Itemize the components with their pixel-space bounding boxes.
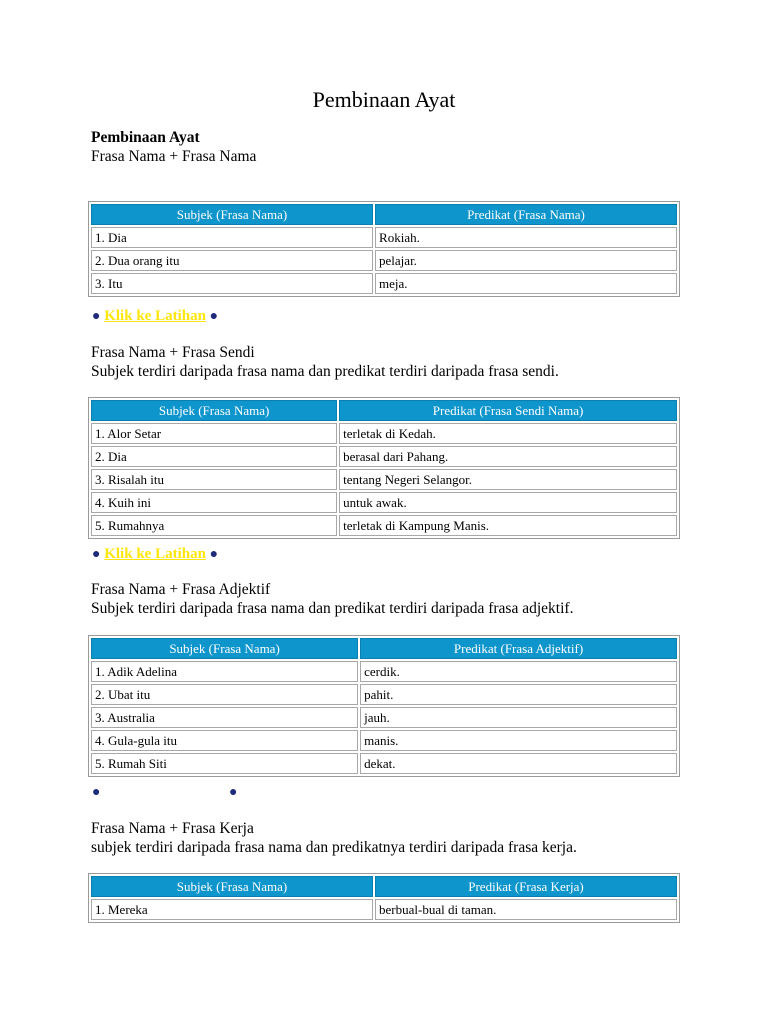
bullet-icon: ● xyxy=(92,309,101,324)
subjek-cell: 3. Australia xyxy=(91,707,358,728)
table-row xyxy=(91,423,677,444)
table-row xyxy=(91,730,677,751)
column-header-subjek: Subjek (Frasa Nama) xyxy=(91,204,373,225)
bullet-icon: ● xyxy=(92,785,101,800)
column-header-subjek: Subjek (Frasa Nama) xyxy=(91,876,373,897)
table-header-row xyxy=(91,638,677,659)
table-row xyxy=(91,273,677,294)
subjek-cell: 5. Rumah Siti xyxy=(91,753,358,774)
page-title: Pembinaan Ayat xyxy=(312,87,456,112)
subjek-cell: 3. Itu xyxy=(91,273,373,294)
table-frasa-nama xyxy=(88,201,680,297)
table-frasa-adjektif xyxy=(88,635,680,777)
predikat-cell: terletak di Kampung Manis. xyxy=(339,515,677,536)
subjek-cell: 1. Adik Adelina xyxy=(91,661,358,682)
table-header-row xyxy=(91,400,677,421)
predikat-cell: Rokiah. xyxy=(375,227,677,248)
predikat-cell: untuk awak. xyxy=(339,492,677,513)
subjek-cell: 4. Kuih ini xyxy=(91,492,337,513)
table-row xyxy=(91,899,677,920)
section3-description: Subjek terdiri daripada frasa nama dan predikat terdiri daripada frasa adjektif. xyxy=(91,600,574,617)
column-header-predikat: Predikat (Frasa Sendi Nama) xyxy=(339,400,677,421)
section1-heading: Pembinaan Ayat xyxy=(91,129,200,146)
section2-heading: Frasa Nama + Frasa Sendi xyxy=(91,344,255,361)
column-header-predikat: Predikat (Frasa Adjektif) xyxy=(360,638,677,659)
table-row xyxy=(91,515,677,536)
predikat-cell: jauh. xyxy=(360,707,677,728)
predikat-cell: terletak di Kedah. xyxy=(339,423,677,444)
section1-subheading: Frasa Nama + Frasa Nama xyxy=(91,148,257,165)
predikat-cell: pahit. xyxy=(360,684,677,705)
table-frasa-kerja xyxy=(88,873,680,923)
subjek-cell: 3. Risalah itu xyxy=(91,469,337,490)
exercise-link[interactable]: Klik ke Latihan xyxy=(104,308,206,324)
exercise-link[interactable]: Klik ke Latihan xyxy=(104,546,206,562)
subjek-cell: 2. Ubat itu xyxy=(91,684,358,705)
table-row xyxy=(91,492,677,513)
column-header-predikat: Predikat (Frasa Kerja) xyxy=(375,876,677,897)
subjek-cell: 1. Alor Setar xyxy=(91,423,337,444)
predikat-cell: tentang Negeri Selangor. xyxy=(339,469,677,490)
subjek-cell: 1. Dia xyxy=(91,227,373,248)
subjek-cell: 5. Rumahnya xyxy=(91,515,337,536)
subjek-cell: 1. Mereka xyxy=(91,899,373,920)
section4-description: subjek terdiri daripada frasa nama dan predikatnya terdiri daripada frasa kerja. xyxy=(91,839,577,856)
section3-heading: Frasa Nama + Frasa Adjektif xyxy=(91,581,271,598)
predikat-cell: pelajar. xyxy=(375,250,677,271)
table-row xyxy=(91,446,677,467)
column-header-subjek: Subjek (Frasa Nama) xyxy=(91,638,358,659)
table-header-row xyxy=(91,204,677,225)
table-frasa-sendi xyxy=(88,397,680,539)
table-row xyxy=(91,661,677,682)
column-header-subjek: Subjek (Frasa Nama) xyxy=(91,400,337,421)
section4-heading: Frasa Nama + Frasa Kerja xyxy=(91,820,254,837)
subjek-cell: 2. Dia xyxy=(91,446,337,467)
table-row xyxy=(91,227,677,248)
bullet-icon: ● xyxy=(209,309,219,324)
subjek-cell: 2. Dua orang itu xyxy=(91,250,373,271)
bullet-icon: ● xyxy=(229,785,238,800)
bullet-icon: ● xyxy=(92,547,101,562)
predikat-cell: dekat. xyxy=(360,753,677,774)
bullet-icon: ● xyxy=(209,547,219,562)
predikat-cell: meja. xyxy=(375,273,677,294)
predikat-cell: berbual-bual di taman. xyxy=(375,899,677,920)
section2-description: Subjek terdiri daripada frasa nama dan predikat terdiri daripada frasa sendi. xyxy=(91,363,559,380)
predikat-cell: berasal dari Pahang. xyxy=(339,446,677,467)
column-header-predikat: Predikat (Frasa Nama) xyxy=(375,204,677,225)
table-row xyxy=(91,684,677,705)
table-row xyxy=(91,707,677,728)
exercise-link-row-1 xyxy=(92,306,218,327)
table-row xyxy=(91,753,677,774)
exercise-link-row-2 xyxy=(92,544,218,565)
subjek-cell: 4. Gula-gula itu xyxy=(91,730,358,751)
predikat-cell: cerdik. xyxy=(360,661,677,682)
table-row xyxy=(91,250,677,271)
table-header-row xyxy=(91,876,677,897)
table-row xyxy=(91,469,677,490)
predikat-cell: manis. xyxy=(360,730,677,751)
